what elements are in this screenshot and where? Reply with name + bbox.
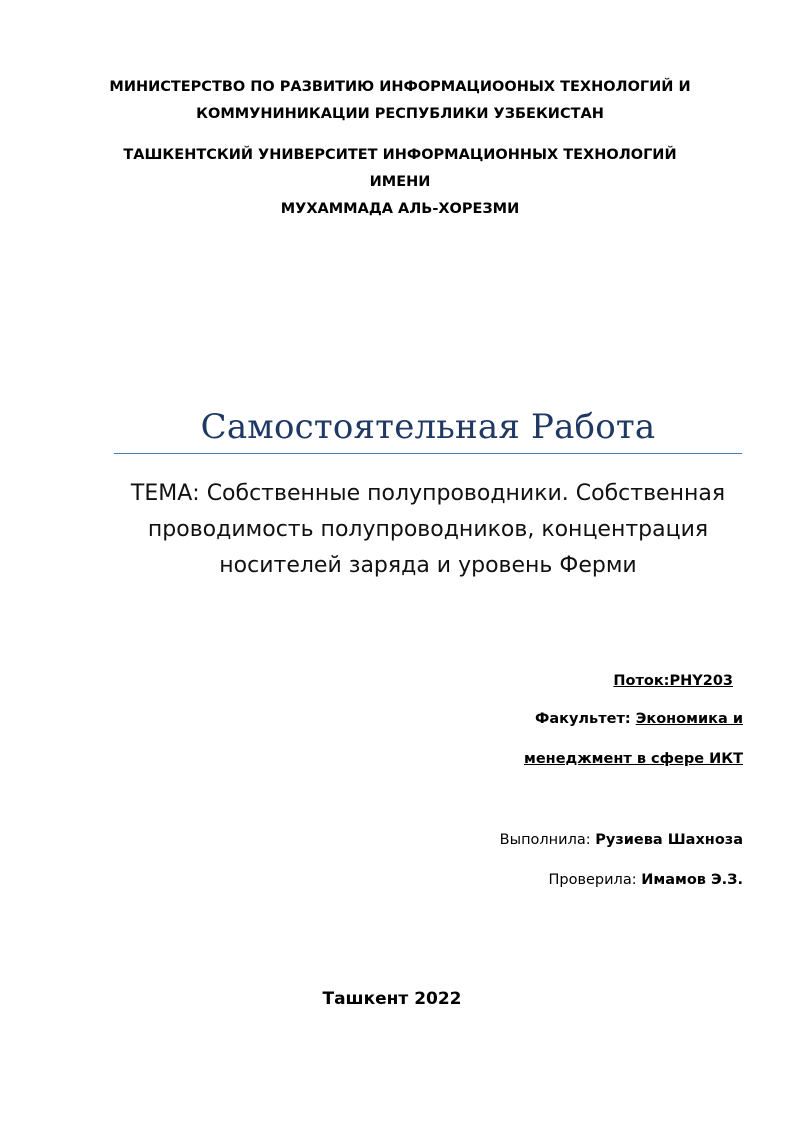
checked-by bbox=[548, 872, 743, 888]
checked-value: Имамов Э.З. bbox=[641, 872, 743, 888]
city-year: Ташкент 2022 bbox=[322, 989, 462, 1009]
topic-block bbox=[90, 476, 766, 584]
topic-line-3: носителей заряда и уровень Ферми bbox=[219, 553, 637, 578]
stream-info: Поток:PHY203 bbox=[613, 673, 733, 689]
topic-line-2: проводимость полупроводников, концентрация bbox=[147, 517, 709, 542]
faculty-value-1: Экономика и bbox=[635, 711, 743, 727]
title-divider bbox=[114, 453, 742, 454]
faculty-info bbox=[535, 711, 743, 727]
faculty-label: Факультет: bbox=[534, 711, 636, 727]
topic-line-1: ТЕМА: Собственные полупроводники. Собственная bbox=[130, 481, 726, 506]
faculty-value-2: менеджмент в сфере ИКТ bbox=[523, 751, 743, 767]
document-title: Самостоятельная Работа bbox=[200, 407, 656, 447]
university-line-1: ТАШКЕНТСКИЙ УНИВЕРСИТЕТ ИНФОРМАЦИОННЫХ ТЕХНОЛОГИЙ ИМЕНИ bbox=[123, 147, 677, 190]
performed-by bbox=[500, 832, 743, 848]
performed-value: Рузиева Шахноза bbox=[595, 832, 743, 848]
university-header bbox=[100, 142, 700, 223]
university-line-2: МУХАММАДА АЛЬ-ХОРЕЗМИ bbox=[280, 201, 520, 217]
ministry-line-1: МИНИСТЕРСТВО ПО РАЗВИТИЮ ИНФОРМАЦИООНЫХ ТЕХНОЛОГИЙ И bbox=[109, 79, 691, 95]
ministry-line-2: КОММУНИНИКАЦИИ РЕСПУБЛИКИ УЗБЕКИСТАН bbox=[196, 106, 604, 122]
ministry-header bbox=[100, 74, 700, 128]
checked-label: Проверила: bbox=[548, 872, 642, 888]
performed-label: Выполнила: bbox=[499, 832, 596, 848]
